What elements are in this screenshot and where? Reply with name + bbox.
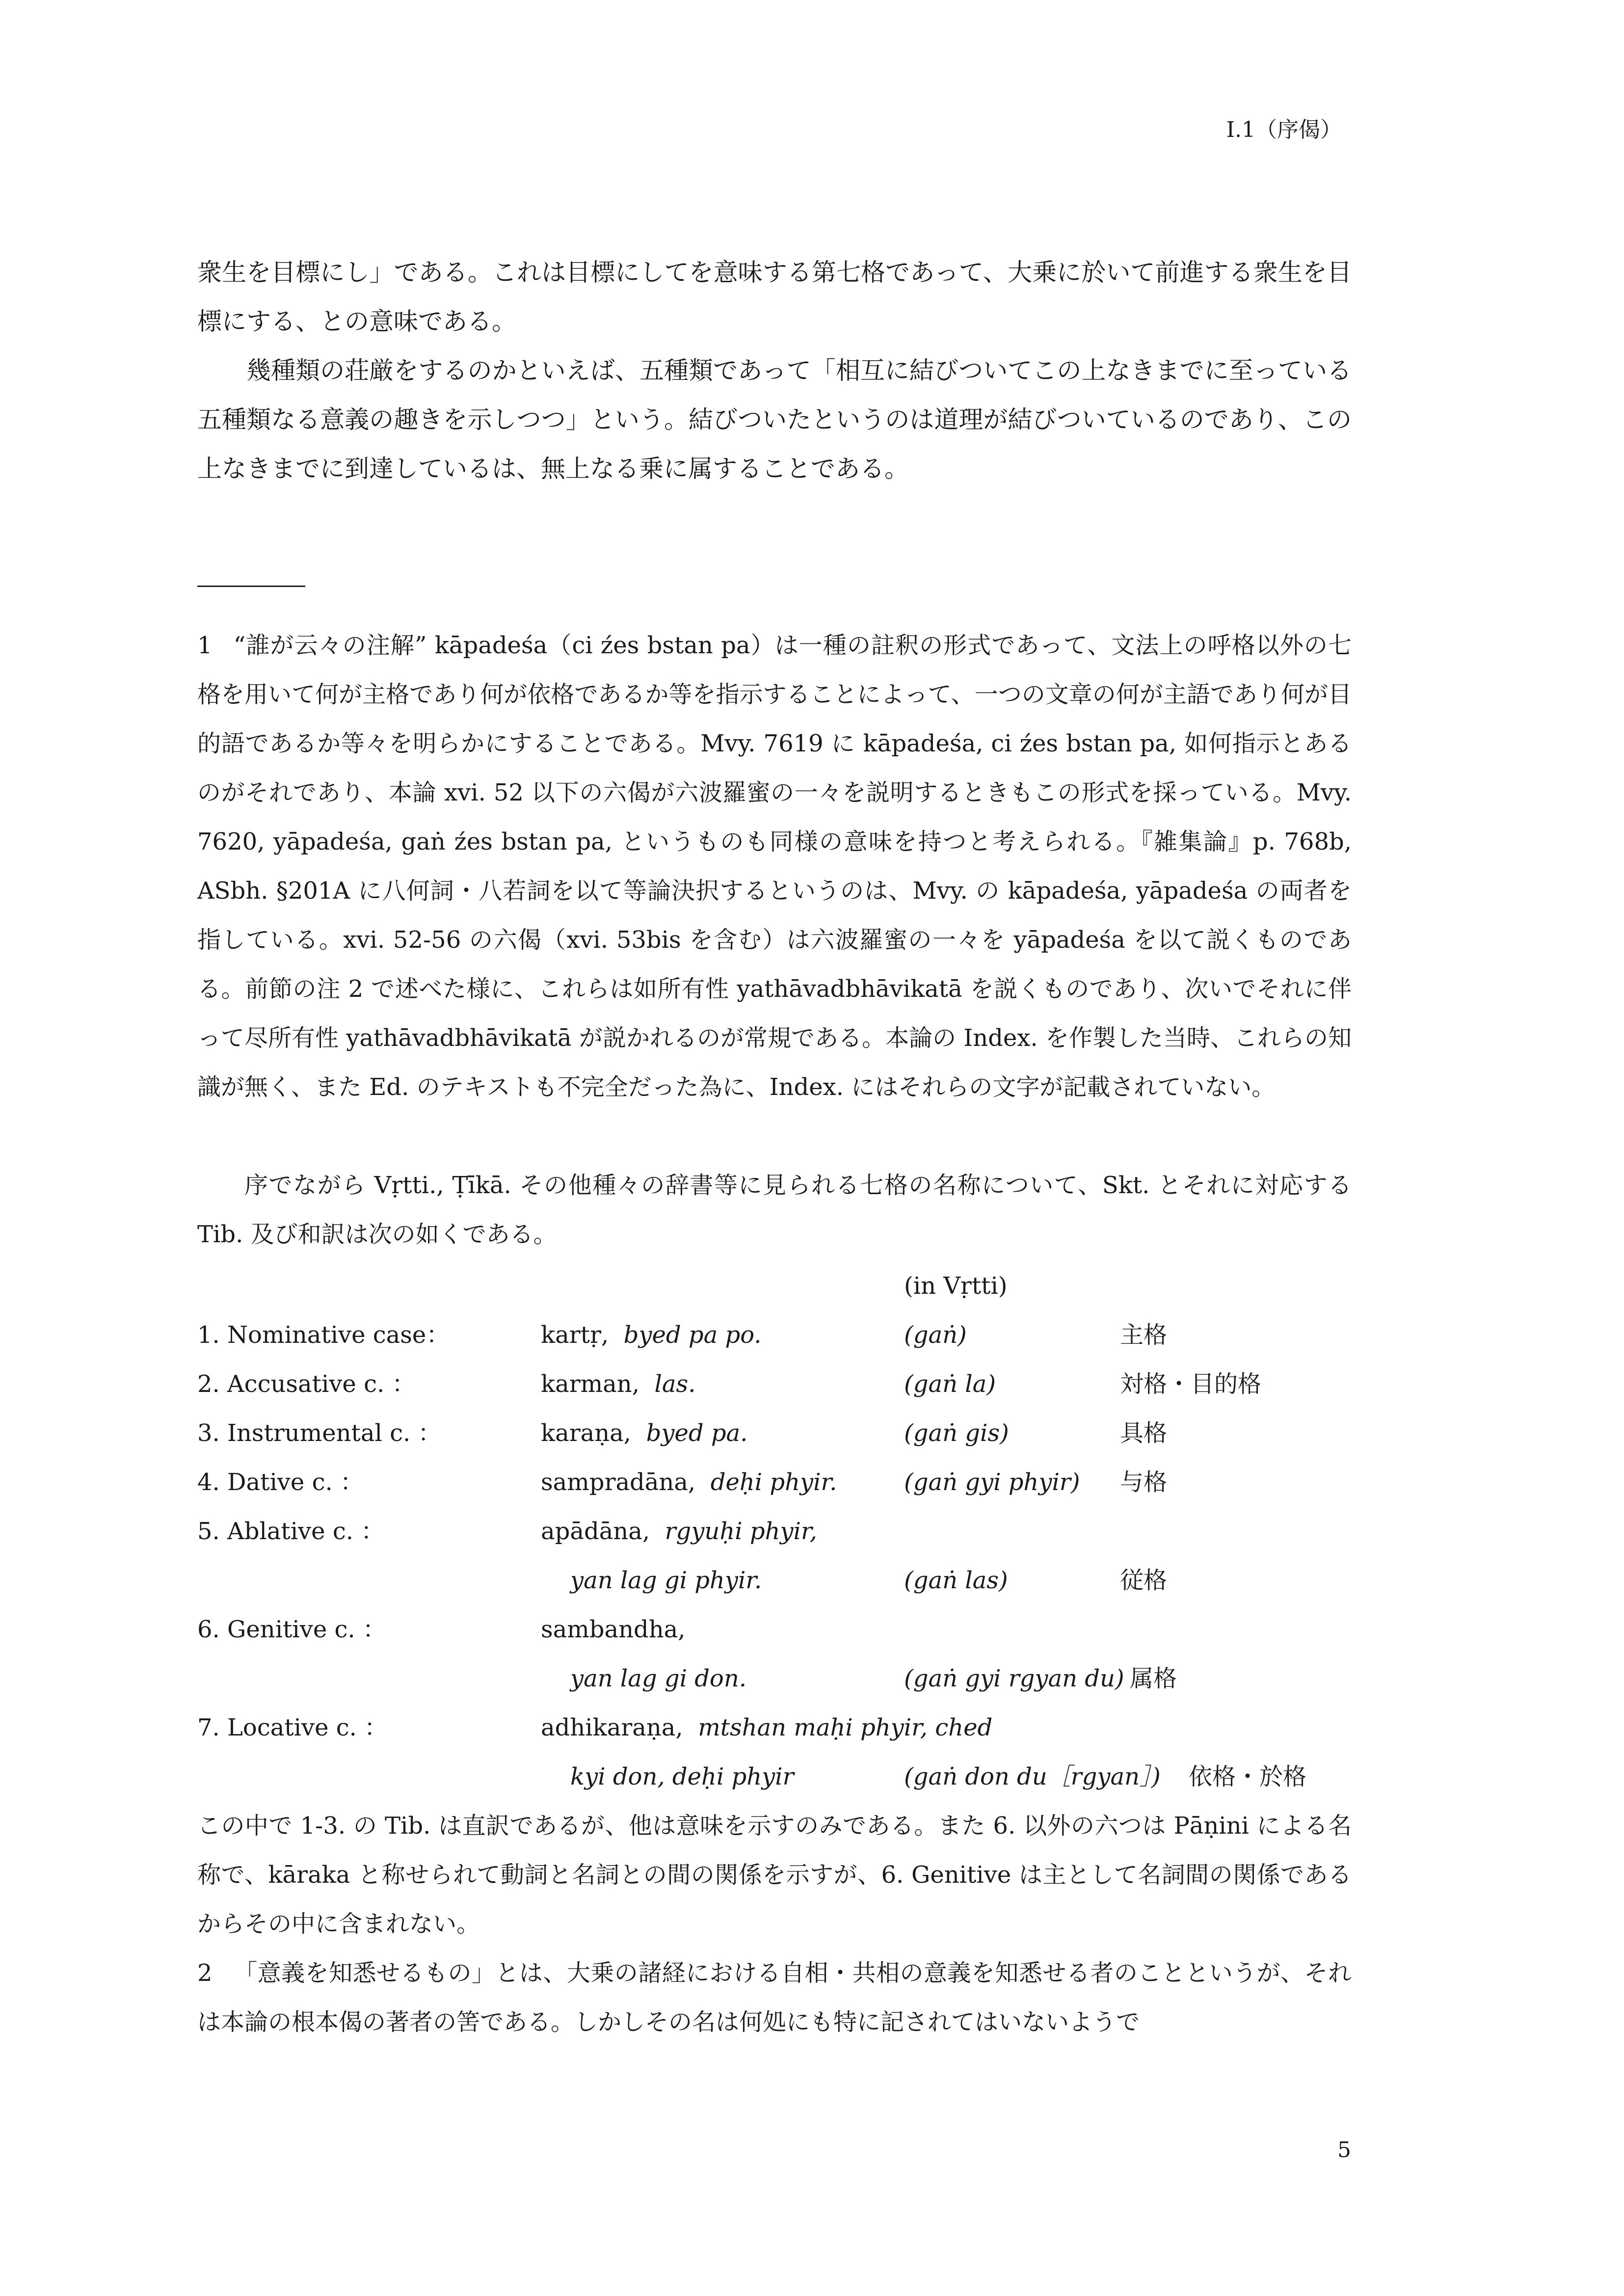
footnote-1 bbox=[197, 621, 1352, 1112]
table-row bbox=[197, 1458, 1356, 1507]
case-table bbox=[197, 1261, 1356, 1801]
case-label: 4. Dative c. ： bbox=[197, 1468, 364, 1496]
case-label: 5. Ablative c. ： bbox=[197, 1518, 385, 1545]
footnote-divider bbox=[197, 586, 305, 587]
case-label: 3. Instrumental c. ： bbox=[197, 1419, 442, 1447]
footnote-1-text: “誰が云々の注解” kāpadeśa（ci źes bstan pa）は一種の註釈の形式であって、文法上の呼格以外の七格を用いて何が主格であり何が依格であるか等を指示することによって、一つの文章の何が主語であり何が目的語であるか等々を明らかにすることである。Mvy. 7619 に kāpadeśa, ci źes bstan pa, 如何指示とあるのがそれであり、本論 xvi. 52 以下の六偈が六波羅蜜の一々を説明するときもこの形式を採っている。Mvy. 7620, yāpadeśa, gaṅ źes bstan pa, というものも同様の意味を持つと考えられる。『雑集論』p. 768b, ASbh. §201A に八何詞・八若詞を以て等論決択するというのは、Mvy. の kāpadeśa, yāpadeśa の両者を指している。xvi. 52-56 の六偈（xvi. 53bis を含む）は六波羅蜜の一々を yāpadeśa を以て説くものである。前節の注 2 で述べた様に、これらは如所有性 yathāvadbhāvikatā を説くものであり、次いでそれに伴って尽所有性 yathāvadbhāvikatā が説かれるのが常規である。本論の Index. を作製した当時、これらの知識が無く、また Ed. のテキストも不完全だった為に、Index. にはそれらの文字が記載されていない。 bbox=[197, 632, 1352, 1101]
case-vrtti: (gaṅ las) bbox=[904, 1567, 1008, 1594]
case-japanese: 対格・目的格 bbox=[1120, 1370, 1262, 1398]
body-paragraph-2: 幾種類の荘厳をするのかといえば、五種類であって「相互に結びついてこの上なきまでに至っている五種類なる意義の趣きを示しつつ」という。結びついたというのは道理が結びついているのであり、この上なきまでに到達しているは、無上なる乗に属することである。 bbox=[197, 356, 1352, 483]
footnote-2-number: 2 bbox=[197, 1959, 213, 1987]
case-sanskrit: karman, las. bbox=[541, 1370, 696, 1398]
table-row-continuation bbox=[197, 1752, 1356, 1801]
table-row bbox=[197, 1507, 1356, 1556]
case-vrtti: (gaṅ) bbox=[904, 1321, 967, 1349]
case-vrtti: (gaṅ gyi phyir) bbox=[904, 1468, 1080, 1496]
case-sanskrit: karaṇa, byed pa. bbox=[541, 1419, 748, 1447]
footnote-2 bbox=[197, 1949, 1352, 2047]
case-label: 7. Locative c. ： bbox=[197, 1714, 388, 1741]
table-row bbox=[197, 1409, 1356, 1458]
footnote-2-text: 「意義を知悉せるもの」とは、大乗の諸経における自相・共相の意義を知悉せる者のことというが、それは本論の根本偈の著者の筈である。しかしその名は何処にも特に記されてはいないようで bbox=[197, 1959, 1352, 2036]
case-sanskrit: kartṛ, byed pa po. bbox=[541, 1321, 762, 1349]
table-row bbox=[197, 1310, 1356, 1360]
case-japanese: 与格 bbox=[1120, 1468, 1168, 1496]
case-table-header bbox=[197, 1261, 1356, 1310]
case-sanskrit: sambandha, bbox=[541, 1616, 686, 1643]
table-row-continuation bbox=[197, 1654, 1356, 1703]
case-japanese: 依格・於格 bbox=[1189, 1763, 1307, 1790]
running-header: I.1（序偈） bbox=[1226, 117, 1342, 142]
case-japanese: 主格 bbox=[1120, 1321, 1168, 1349]
case-label: 1. Nominative case： bbox=[197, 1321, 450, 1349]
case-sanskrit: apādāna, rgyuḥi phyir, bbox=[541, 1518, 817, 1545]
table-row bbox=[197, 1360, 1356, 1409]
case-japanese: 属格 bbox=[1130, 1665, 1177, 1692]
body-paragraph-1: 衆生を目標にし」である。これは目標にしてを意味する第七格であって、大乗に於いて前進する衆生を目標にする、との意味である。 bbox=[197, 258, 1352, 336]
case-sanskrit: sampradāna, deḥi phyir. bbox=[541, 1468, 837, 1496]
table-row bbox=[197, 1703, 1356, 1752]
case-vrtti: (gaṅ don du［rgyan］) bbox=[904, 1763, 1161, 1790]
footnote-1-paragraph-3: この中で 1-3. の Tib. は直訳であるが、他は意味を示すのみである。また 6. 以外の六つは Pāṇini による名称で、kāraka と称せられて動詞と名詞との間の関係を示すが、6. Genitive は主として名詞間の関係であるからその中に含まれない。 bbox=[197, 1812, 1352, 1938]
case-japanese: 具格 bbox=[1120, 1419, 1168, 1447]
vrtti-column-header: (in Vṛtti) bbox=[904, 1272, 1008, 1300]
table-row-continuation bbox=[197, 1556, 1356, 1605]
table-row bbox=[197, 1605, 1356, 1654]
case-tibetan-continuation: yan lag gi phyir. bbox=[570, 1567, 762, 1594]
footnote-1-number: 1 bbox=[197, 632, 213, 659]
case-sanskrit: adhikaraṇa, mtshan maḥi phyir, ched bbox=[541, 1714, 993, 1741]
case-label: 6. Genitive c. ： bbox=[197, 1616, 386, 1643]
footnote-1-paragraph-2: 序でながら Vṛtti., Ṭīkā. その他種々の辞書等に見られる七格の名称について、Skt. とそれに対応する Tib. 及び和訳は次の如くである。 bbox=[197, 1172, 1352, 1248]
case-vrtti: (gaṅ gyi rgyan du) bbox=[904, 1665, 1124, 1692]
case-japanese: 従格 bbox=[1120, 1567, 1168, 1594]
case-tibetan-continuation: kyi don, deḥi phyir bbox=[570, 1763, 794, 1790]
case-vrtti: (gaṅ la) bbox=[904, 1370, 996, 1398]
case-label: 2. Accusative c. ： bbox=[197, 1370, 416, 1398]
page-number: 5 bbox=[1337, 2137, 1351, 2163]
case-tibetan-continuation: yan lag gi don. bbox=[570, 1665, 746, 1692]
case-vrtti: (gaṅ gis) bbox=[904, 1419, 1009, 1447]
